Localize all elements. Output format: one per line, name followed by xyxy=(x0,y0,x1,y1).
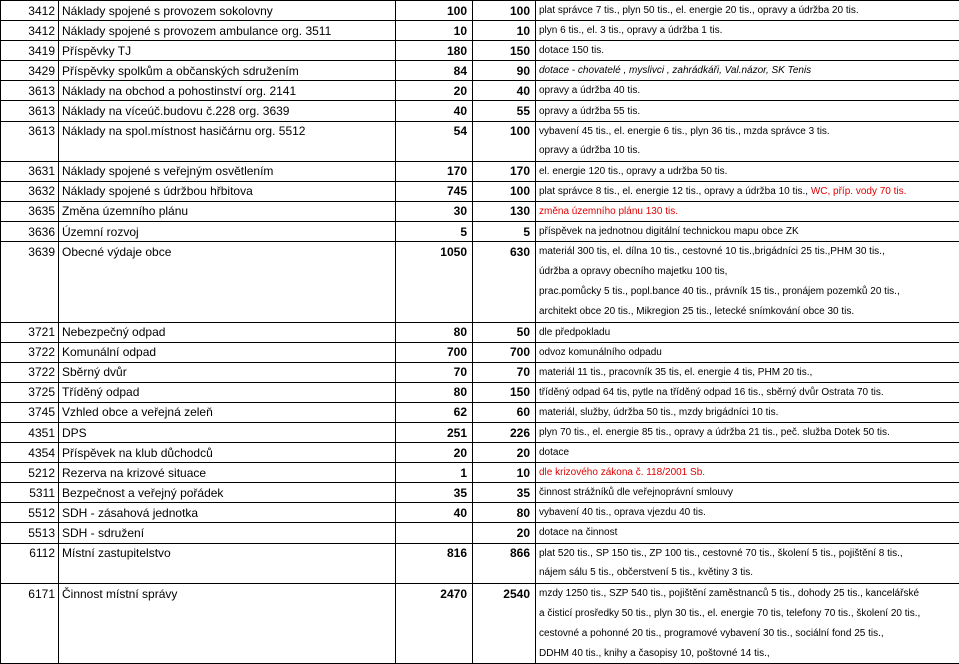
table-row-continuation xyxy=(1,563,959,583)
table-row xyxy=(1,583,959,603)
item-note: odvoz komunálního odpadu xyxy=(536,342,959,362)
amount-planned: 55 xyxy=(473,101,536,121)
item-name-empty xyxy=(59,563,396,583)
item-code: 3613 xyxy=(1,101,59,121)
item-code: 3722 xyxy=(1,342,59,362)
amount-previous: 80 xyxy=(396,382,473,402)
table-row xyxy=(1,41,959,61)
item-name-empty xyxy=(59,623,396,643)
amount-previous: 84 xyxy=(396,61,473,81)
item-name-empty xyxy=(59,141,396,161)
item-code: 5311 xyxy=(1,483,59,503)
item-name: Tříděný odpad xyxy=(59,382,396,402)
table-row xyxy=(1,382,959,402)
item-note: dle krizového zákona č. 118/2001 Sb. xyxy=(536,463,959,483)
amount-previous: 170 xyxy=(396,161,473,181)
item-name: Územní rozvoj xyxy=(59,222,396,242)
amount-planned: 50 xyxy=(473,322,536,342)
item-note: plyn 70 tis., el. energie 85 tis., opravy a údržba 21 tis., peč. služba Dotek 50 tis. xyxy=(536,422,959,442)
amount-planned: 866 xyxy=(473,543,536,563)
table-row xyxy=(1,101,959,121)
item-code: 3412 xyxy=(1,21,59,41)
amount-previous: 30 xyxy=(396,201,473,221)
amount-previous-empty xyxy=(396,262,473,282)
table-row xyxy=(1,201,959,221)
item-code: 6171 xyxy=(1,583,59,603)
amount-previous: 40 xyxy=(396,101,473,121)
amount-previous: 70 xyxy=(396,362,473,382)
item-code: 3419 xyxy=(1,41,59,61)
item-note: tříděný odpad 64 tis, pytle na tříděný odpad 16 tis., sběrný dvůr Ostrata 70 tis. xyxy=(536,382,959,402)
amount-previous: 700 xyxy=(396,342,473,362)
item-note: nájem sálu 5 tis., občerstvení 5 tis., květiny 3 tis. xyxy=(536,563,959,583)
item-code: 6112 xyxy=(1,543,59,563)
item-code: 5212 xyxy=(1,463,59,483)
item-name: Nebezpečný odpad xyxy=(59,322,396,342)
item-code-empty xyxy=(1,141,59,161)
item-code: 3636 xyxy=(1,222,59,242)
amount-planned: 170 xyxy=(473,161,536,181)
amount-planned: 35 xyxy=(473,483,536,503)
amount-planned: 10 xyxy=(473,21,536,41)
item-note: plyn 6 tis., el. 3 tis., opravy a údržba 1 tis. xyxy=(536,21,959,41)
amount-planned: 150 xyxy=(473,382,536,402)
item-note: dotace xyxy=(536,443,959,463)
item-name: Obecné výdaje obce xyxy=(59,242,396,262)
amount-previous: 816 xyxy=(396,543,473,563)
item-name: Náklady spojené s provozem ambulance org. 3511 xyxy=(59,21,396,41)
amount-previous: 40 xyxy=(396,503,473,523)
item-code-empty xyxy=(1,282,59,302)
item-name: Náklady na obchod a pohostinství org. 2141 xyxy=(59,81,396,101)
item-note: činnost strážníků dle veřejnoprávní smlouvy xyxy=(536,483,959,503)
item-note: DDHM 40 tis., knihy a časopisy 10, poštovné 14 tis., xyxy=(536,644,959,664)
amount-planned: 20 xyxy=(473,523,536,543)
item-name: Činnost místní správy xyxy=(59,583,396,603)
amount-planned: 40 xyxy=(473,81,536,101)
table-row xyxy=(1,222,959,242)
amount-planned-empty xyxy=(473,302,536,322)
amount-previous: 62 xyxy=(396,402,473,422)
table-row xyxy=(1,322,959,342)
item-code: 3412 xyxy=(1,1,59,21)
amount-planned: 2540 xyxy=(473,583,536,603)
amount-previous: 80 xyxy=(396,322,473,342)
item-note: a čisticí prosředky 50 tis., plyn 30 tis., el. energie 70 tis, telefony 70 tis., školení 20 tis., xyxy=(536,603,959,623)
item-name: DPS xyxy=(59,422,396,442)
item-note: vybavení 40 tis., oprava vjezdu 40 tis. xyxy=(536,503,959,523)
item-name: Náklady na spol.místnost hasičárnu org. 5512 xyxy=(59,121,396,141)
item-name-empty xyxy=(59,603,396,623)
amount-previous: 2470 xyxy=(396,583,473,603)
amount-planned: 80 xyxy=(473,503,536,523)
item-note: dotace - chovatelé , myslivci , zahrádkáři, Val.názor, SK Tenis xyxy=(536,61,959,81)
item-code-empty xyxy=(1,302,59,322)
item-name: Komunální odpad xyxy=(59,342,396,362)
table-row xyxy=(1,121,959,141)
item-note: mzdy 1250 tis., SZP 540 tis., pojištění zaměstnanců 5 tis., dohody 25 tis., kancelářské xyxy=(536,583,959,603)
item-name: Náklady spojené s údržbou hřbitova xyxy=(59,181,396,201)
item-code-empty xyxy=(1,563,59,583)
item-note: opravy a údržba 10 tis. xyxy=(536,141,959,161)
item-name: SDH - zásahová jednotka xyxy=(59,503,396,523)
item-name: SDH - sdružení xyxy=(59,523,396,543)
table-row xyxy=(1,402,959,422)
item-note: plat správce 7 tis., plyn 50 tis., el. energie 20 tis., opravy a údržba 20 tis. xyxy=(536,1,959,21)
item-name: Změna územního plánu xyxy=(59,201,396,221)
table-row xyxy=(1,81,959,101)
amount-planned: 5 xyxy=(473,222,536,242)
amount-previous-empty xyxy=(396,563,473,583)
amount-previous xyxy=(396,523,473,543)
item-note: materiál, služby, údržba 50 tis., mzdy brigádníci 10 tis. xyxy=(536,402,959,422)
item-name: Rezerva na krizové situace xyxy=(59,463,396,483)
item-code: 3725 xyxy=(1,382,59,402)
amount-previous: 20 xyxy=(396,81,473,101)
amount-previous: 251 xyxy=(396,422,473,442)
amount-previous: 1050 xyxy=(396,242,473,262)
item-code-empty xyxy=(1,644,59,664)
item-note: architekt obce 20 tis., Mikregion 25 tis., letecké snímkování obce 30 tis. xyxy=(536,302,959,322)
amount-previous-empty xyxy=(396,282,473,302)
table-row-continuation xyxy=(1,282,959,302)
table-row-continuation xyxy=(1,644,959,664)
table-row xyxy=(1,242,959,262)
table-row-continuation xyxy=(1,262,959,282)
item-code: 3632 xyxy=(1,181,59,201)
item-name: Sběrný dvůr xyxy=(59,362,396,382)
item-note: materiál 11 tis., pracovník 35 tis, el. energie 4 tis, PHM 20 tis., xyxy=(536,362,959,382)
item-name: Vzhled obce a veřejná zeleň xyxy=(59,402,396,422)
table-row xyxy=(1,443,959,463)
item-code: 3631 xyxy=(1,161,59,181)
table-row xyxy=(1,21,959,41)
item-note: změna územního plánu 130 tis. xyxy=(536,201,959,221)
amount-previous-empty xyxy=(396,623,473,643)
item-code: 3613 xyxy=(1,121,59,141)
item-note: dle předpokladu xyxy=(536,322,959,342)
amount-planned: 20 xyxy=(473,443,536,463)
table-row xyxy=(1,503,959,523)
item-name-empty xyxy=(59,282,396,302)
amount-planned-empty xyxy=(473,623,536,643)
amount-planned: 90 xyxy=(473,61,536,81)
item-note: opravy a údržba 40 tis. xyxy=(536,81,959,101)
amount-planned: 100 xyxy=(473,1,536,21)
item-note: prac.pomůcky 5 tis., popl.bance 40 tis., právník 15 tis., pronájem pozemků 20 tis., xyxy=(536,282,959,302)
amount-planned: 226 xyxy=(473,422,536,442)
table-row xyxy=(1,463,959,483)
table-row xyxy=(1,1,959,21)
item-code: 3722 xyxy=(1,362,59,382)
budget-table-body xyxy=(1,1,959,664)
item-name-empty xyxy=(59,302,396,322)
amount-planned: 10 xyxy=(473,463,536,483)
amount-planned-empty xyxy=(473,644,536,664)
item-name-empty xyxy=(59,262,396,282)
item-code: 3721 xyxy=(1,322,59,342)
amount-planned: 100 xyxy=(473,121,536,141)
item-name-empty xyxy=(59,644,396,664)
item-code: 3745 xyxy=(1,402,59,422)
item-note: dotace na činnost xyxy=(536,523,959,543)
table-row xyxy=(1,362,959,382)
amount-previous: 745 xyxy=(396,181,473,201)
table-row xyxy=(1,523,959,543)
item-code: 3639 xyxy=(1,242,59,262)
amount-planned-empty xyxy=(473,603,536,623)
amount-previous-empty xyxy=(396,302,473,322)
amount-previous-empty xyxy=(396,141,473,161)
amount-previous: 180 xyxy=(396,41,473,61)
table-row xyxy=(1,61,959,81)
table-row-continuation xyxy=(1,302,959,322)
item-code: 4351 xyxy=(1,422,59,442)
item-name: Bezpečnost a veřejný pořádek xyxy=(59,483,396,503)
amount-planned-empty xyxy=(473,141,536,161)
item-note: dotace 150 tis. xyxy=(536,41,959,61)
item-note: údržba a opravy obecního majetku 100 tis, xyxy=(536,262,959,282)
item-code: 3613 xyxy=(1,81,59,101)
table-row-continuation xyxy=(1,623,959,643)
amount-planned: 130 xyxy=(473,201,536,221)
item-name: Náklady spojené s veřejným osvětlením xyxy=(59,161,396,181)
amount-planned-empty xyxy=(473,282,536,302)
item-name: Příspěvek na klub důchodců xyxy=(59,443,396,463)
amount-planned: 700 xyxy=(473,342,536,362)
amount-previous: 35 xyxy=(396,483,473,503)
amount-previous-empty xyxy=(396,603,473,623)
item-note: el. energie 120 tis., opravy a udržba 50 tis. xyxy=(536,161,959,181)
item-note: materiál 300 tis, el. dílna 10 tis., cestovné 10 tis.,brigádníci 25 tis.,PHM 30 tis., xyxy=(536,242,959,262)
item-note: plat 520 tis., SP 150 tis., ZP 100 tis., cestovné 70 tis., školení 5 tis., pojištění 8 tis., xyxy=(536,543,959,563)
table-row xyxy=(1,543,959,563)
item-note: opravy a údržba 55 tis. xyxy=(536,101,959,121)
amount-planned: 100 xyxy=(473,181,536,201)
table-row xyxy=(1,161,959,181)
item-code-empty xyxy=(1,262,59,282)
item-code: 5512 xyxy=(1,503,59,523)
amount-planned: 70 xyxy=(473,362,536,382)
item-name: Místní zastupitelstvo xyxy=(59,543,396,563)
table-row-continuation xyxy=(1,603,959,623)
item-name: Náklady spojené s provozem sokolovny xyxy=(59,1,396,21)
amount-previous: 54 xyxy=(396,121,473,141)
item-note: vybavení 45 tis., el. energie 6 tis., plyn 36 tis., mzda správce 3 tis. xyxy=(536,121,959,141)
amount-planned: 630 xyxy=(473,242,536,262)
table-row xyxy=(1,181,959,201)
table-row-continuation xyxy=(1,141,959,161)
item-note: plat správce 8 tis., el. energie 12 tis., opravy a údržba 10 tis., WC, příp. vody 70 tis. xyxy=(536,181,959,201)
amount-previous-empty xyxy=(396,644,473,664)
amount-previous: 100 xyxy=(396,1,473,21)
table-row xyxy=(1,342,959,362)
item-code-empty xyxy=(1,623,59,643)
item-name: Příspěvky spolkům a občanských sdružením xyxy=(59,61,396,81)
amount-planned-empty xyxy=(473,563,536,583)
item-code: 5513 xyxy=(1,523,59,543)
item-code-empty xyxy=(1,603,59,623)
amount-planned: 60 xyxy=(473,402,536,422)
amount-previous: 20 xyxy=(396,443,473,463)
amount-planned: 150 xyxy=(473,41,536,61)
amount-planned-empty xyxy=(473,262,536,282)
amount-previous: 1 xyxy=(396,463,473,483)
item-name: Náklady na víceúč.budovu č.228 org. 3639 xyxy=(59,101,396,121)
item-code: 4354 xyxy=(1,443,59,463)
item-name: Příspěvky TJ xyxy=(59,41,396,61)
item-code: 3635 xyxy=(1,201,59,221)
item-note: cestovné a pohonné 20 tis., programové vybavení 30 tis., sociální fond 25 tis., xyxy=(536,623,959,643)
table-row xyxy=(1,483,959,503)
table-row xyxy=(1,422,959,442)
amount-previous: 5 xyxy=(396,222,473,242)
item-note: příspěvek na jednotnou digitální technickou mapu obce ZK xyxy=(536,222,959,242)
amount-previous: 10 xyxy=(396,21,473,41)
item-code: 3429 xyxy=(1,61,59,81)
